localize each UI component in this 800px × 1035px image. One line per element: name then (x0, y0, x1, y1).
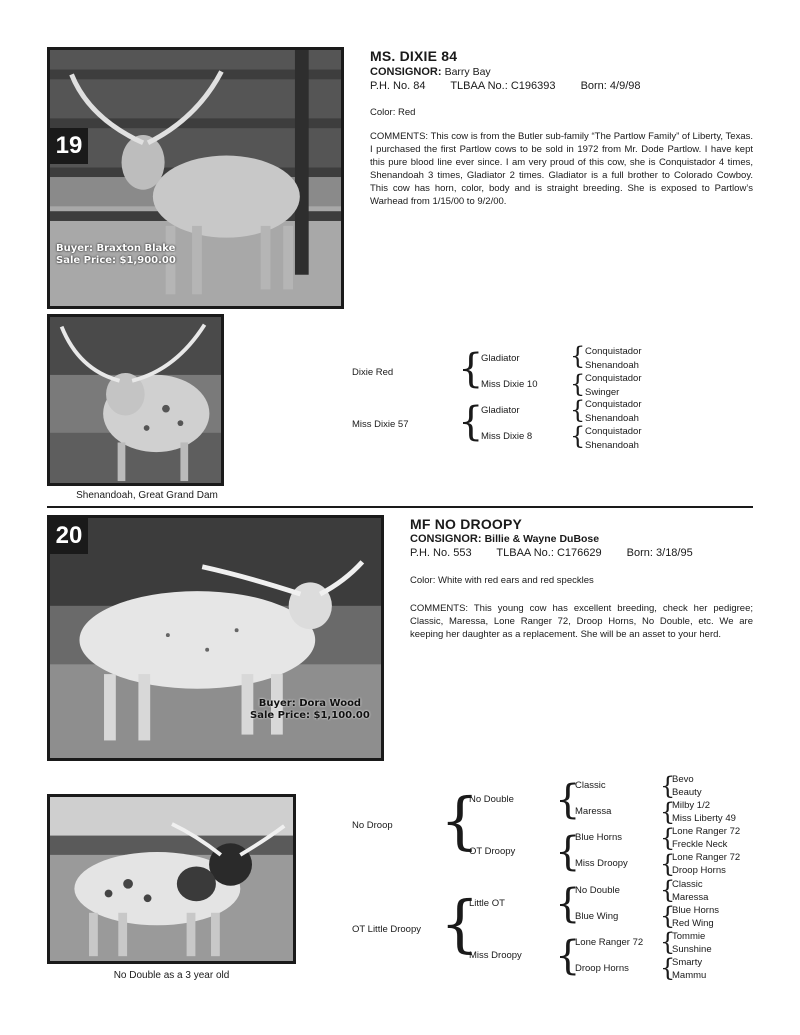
pedigree-gen4-item: Milby 1/2 (672, 800, 711, 811)
bull-photo-illustration (50, 317, 221, 483)
consignor-name: Billie & Wayne DuBose (484, 533, 600, 545)
pedigree-gen4-item: Smarty (672, 957, 703, 968)
bull-photo-illustration (50, 797, 293, 961)
pedigree-gen2-item: No Double (469, 794, 514, 805)
pedigree-brace: { (440, 784, 480, 857)
lot19-sub-photo-caption: Shenandoah, Great Grand Dam (76, 490, 218, 501)
lot20-color: Color: White with red ears and red speckles (410, 575, 594, 586)
lot20-registration (410, 547, 715, 559)
buyer-label (250, 698, 370, 722)
pedigree-gen3-item: No Double (575, 885, 620, 896)
lot20-sub-photo-caption: No Double as a 3 year old (113, 970, 230, 981)
pedigree-gen4-item: Bevo (672, 774, 694, 785)
pedigree-gen4-item: Maressa (672, 892, 709, 903)
lot19-title: MS. DIXIE 84 (370, 48, 458, 64)
pedigree-gen3-item: Maressa (575, 806, 612, 817)
pedigree-gen3-item: Shenandoah (585, 440, 639, 451)
pedigree-gen2-item: OT Droopy (469, 846, 516, 857)
pedigree-gen3-item: Conquistador (585, 426, 642, 437)
born-date: Born: 3/18/95 (626, 547, 693, 559)
pedigree-gen3-item: Lone Ranger 72 (575, 937, 644, 948)
pedigree-gen4-item: Blue Horns (672, 905, 719, 916)
tlbaa-number: TLBAA No.: C176629 (496, 547, 602, 559)
pedigree-dam: OT Little Droopy (352, 924, 421, 935)
pedigree-gen3-item: Droop Horns (575, 963, 629, 974)
section-divider (47, 506, 753, 508)
pedigree-sire: Dixie Red (352, 367, 394, 378)
pedigree-gen4-item: Freckle Neck (672, 839, 728, 850)
consignor-label: CONSIGNOR: (370, 66, 442, 78)
lot19-sub-photo (47, 314, 224, 486)
lot20-title: MF NO DROOPY (410, 516, 523, 532)
pedigree-gen3-item: Miss Droopy (575, 858, 628, 869)
pedigree-brace: { (660, 928, 676, 956)
lot20-comments: COMMENTS: This young cow has excellent breeding, check her pedigree; Classic, Maressa, Lone Ranger 72, Droop Horns, No Double, etc. We are keeping her daughter as a replacement. She will be an asset to your herd. (410, 603, 753, 640)
pedigree-gen3-item: Classic (575, 780, 606, 791)
buyer-label (56, 243, 176, 267)
pedigree-brace: { (570, 370, 586, 398)
pedigree-brace: { (440, 887, 480, 960)
pedigree-dam: Miss Dixie 57 (352, 419, 409, 430)
consignor-name: Barry Bay (444, 66, 491, 78)
cow-photo-illustration (50, 518, 381, 758)
pedigree-brace: { (660, 772, 676, 800)
pedigree-gen3-item: Blue Wing (575, 911, 619, 922)
ph-number: P.H. No. 84 (370, 80, 426, 92)
pedigree-gen4-item: Sunshine (672, 944, 712, 955)
pedigree-brace: { (570, 396, 586, 424)
pedigree-brace: { (660, 850, 676, 878)
pedigree-sire: No Droop (352, 820, 393, 831)
cow-photo-illustration (50, 50, 341, 306)
sale-price: Sale Price: $1,100.00 (250, 710, 370, 721)
lot20-sub-photo (47, 794, 296, 964)
lot19-main-photo (47, 47, 344, 309)
pedigree-brace: { (660, 824, 676, 852)
pedigree-gen3-item: Blue Horns (575, 832, 622, 843)
pedigree-brace: { (555, 777, 581, 823)
pedigree-gen2-item: Miss Droopy (469, 950, 522, 961)
pedigree-brace: { (660, 798, 676, 826)
pedigree-brace: { (458, 346, 484, 392)
pedigree-brace: { (555, 829, 581, 875)
born-date: Born: 4/9/98 (580, 80, 641, 92)
pedigree-brace: { (660, 954, 676, 982)
lot-number-badge: 20 (50, 518, 88, 554)
pedigree-gen4-item: Mammu (672, 970, 707, 981)
pedigree-gen2-item: Miss Dixie 10 (481, 379, 538, 390)
sale-price: Sale Price: $1,900.00 (56, 255, 176, 266)
pedigree-gen2-item: Gladiator (481, 405, 520, 416)
pedigree-brace: { (458, 399, 484, 445)
pedigree-gen3-item: Shenandoah (585, 413, 639, 424)
lot19-registration (370, 80, 663, 92)
pedigree-brace: { (570, 342, 586, 370)
tlbaa-number: TLBAA No.: C196393 (450, 80, 556, 92)
pedigree-gen2-item: Miss Dixie 8 (481, 431, 533, 442)
lot19-comments: COMMENTS: This cow is from the Butler sub-family “The Partlow Family” of Liberty, Texas. I purchased the first Partlow cows to be sold in 1972 from Mr. Dode Partlow. I have kept this pure blood line ever since. I am very proud of this cow, she is Conquistador 4 times, Shenandoah 3 times, Gladiator 2 times. Gladiator is a full brother to Colorado Cowboy. This cow has horn, color, body and is straight breeding. She is exposed to Partlow’s Warhead from 1/15/00 to 9/2/00. (370, 131, 753, 207)
pedigree-gen3-item: Conquistador (585, 346, 642, 357)
buyer-name: Buyer: Braxton Blake (56, 243, 176, 254)
pedigree-gen3-item: Conquistador (585, 399, 642, 410)
pedigree-gen4-item: Red Wing (672, 918, 714, 929)
pedigree-brace: { (660, 902, 676, 930)
lot19-consignor (370, 66, 491, 78)
pedigree-gen4-item: Classic (672, 879, 703, 890)
pedigree-gen4-item: Droop Horns (672, 865, 726, 876)
lot20-consignor (410, 533, 599, 545)
consignor-label: CONSIGNOR: (410, 533, 482, 545)
pedigree-gen3-item: Swinger (585, 387, 620, 398)
pedigree-brace: { (555, 933, 581, 979)
buyer-name: Buyer: Dora Wood (258, 698, 362, 709)
pedigree-gen3-item: Shenandoah (585, 360, 639, 371)
pedigree-gen4-item: Tommie (672, 931, 706, 942)
ph-number: P.H. No. 553 (410, 547, 472, 559)
lot20-main-photo (47, 515, 384, 761)
pedigree-gen4-item: Lone Ranger 72 (672, 852, 741, 863)
pedigree-gen2-item: Gladiator (481, 353, 520, 364)
pedigree-brace: { (660, 876, 676, 904)
pedigree-gen4-item: Beauty (672, 787, 702, 798)
pedigree-gen4-item: Lone Ranger 72 (672, 826, 741, 837)
lot-number-badge: 19 (50, 128, 88, 164)
pedigree-gen2-item: Little OT (469, 898, 505, 909)
pedigree-brace: { (570, 422, 586, 450)
pedigree-brace: { (555, 881, 581, 927)
pedigree-gen3-item: Conquistador (585, 373, 642, 384)
pedigree-gen4-item: Miss Liberty 49 (672, 813, 736, 824)
lot19-color: Color: Red (370, 107, 416, 118)
